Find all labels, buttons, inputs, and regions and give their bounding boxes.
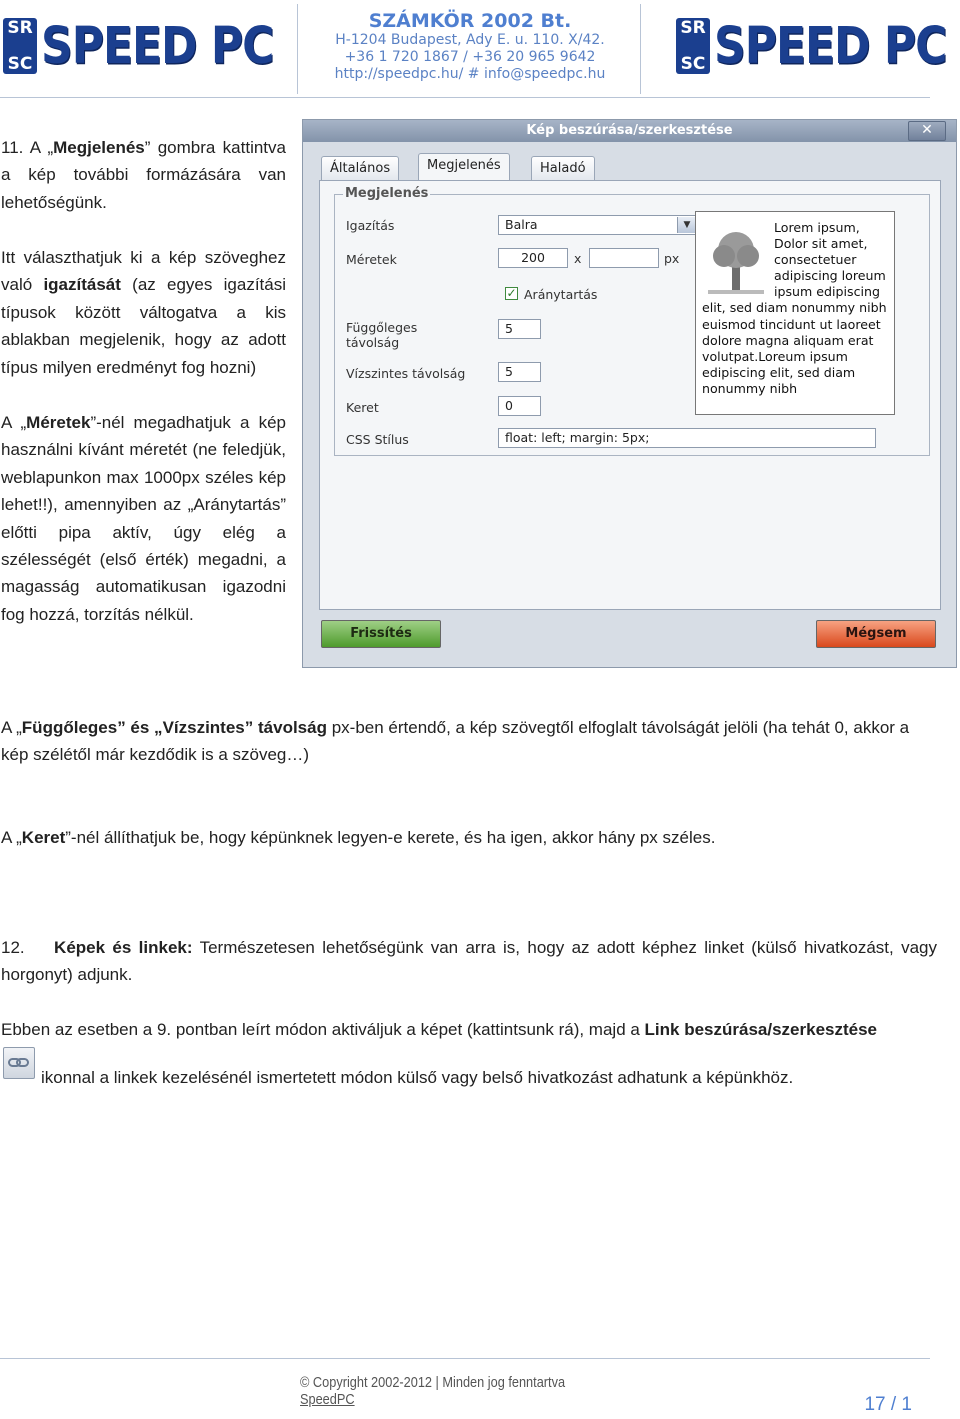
chain-link-icon bbox=[4, 1048, 34, 1078]
company-name: SZÁMKÖR 2002 Bt. bbox=[368, 10, 572, 32]
size-unit: px bbox=[664, 251, 680, 266]
spacing-paragraph: A „Függőleges” és „Vízszintes” távolság px-ben értendő, a kép szövegtől elfoglalt távolságát jelöli (ha tehát 0, akkor a kép szélétől már kezdődik is a szöveg…) bbox=[1, 718, 910, 765]
logo-word: SPEED PC bbox=[714, 16, 947, 76]
tab-general[interactable]: Általános bbox=[321, 156, 399, 180]
size-separator: x bbox=[574, 251, 582, 266]
company-phone: +36 1 720 1867 / +36 20 965 9642 bbox=[344, 49, 596, 65]
activate-paragraph-cont: ikonnal a linkek kezelésénél ismertetett módon külső vagy belső hivatkozást adhatunk a képünkhöz. bbox=[41, 1068, 794, 1087]
size-label: Méretek bbox=[346, 252, 397, 267]
footer-copyright: © Copyright 2002-2012 | Minden jog fenntartva SpeedPC bbox=[300, 1374, 566, 1408]
header-divider bbox=[640, 4, 641, 94]
logo-right bbox=[676, 16, 946, 76]
dialog-title: Kép beszúrása/szerkesztése bbox=[526, 123, 733, 138]
keep-ratio-label: Aránytartás bbox=[524, 287, 598, 302]
align-preview bbox=[695, 211, 895, 415]
section11-align-text: Itt választhatjuk ki a kép szöveghez való igazítását (az egyes igazítási típusok között váltogatva a kis ablakban megjelenik, hogy az adott típus milyen eredményt fog hozni) bbox=[1, 248, 286, 377]
logo-mark: SR SC bbox=[3, 18, 37, 74]
border-label: Keret bbox=[346, 400, 379, 415]
keep-ratio-checkbox[interactable]: ✓ bbox=[506, 286, 517, 300]
company-web[interactable]: http://speedpc.hu/ # info@speedpc.hu bbox=[334, 66, 606, 82]
vspace-input[interactable]: 5 bbox=[498, 319, 541, 339]
border-input[interactable]: 0 bbox=[498, 396, 541, 416]
width-input[interactable]: 200 bbox=[498, 248, 568, 268]
tree-icon bbox=[704, 226, 768, 296]
align-select[interactable]: Balra ▼ bbox=[498, 215, 698, 235]
cancel-button[interactable]: Mégsem bbox=[816, 620, 936, 648]
border-paragraph: A „Keret”-nél állíthatjuk be, hogy képünknek legyen-e kerete, és ha igen, akkor hány px széles. bbox=[1, 828, 716, 847]
link-insert-icon bbox=[3, 1047, 35, 1079]
hspace-label: Vízszintes távolság bbox=[346, 366, 466, 381]
css-label: CSS Stílus bbox=[346, 432, 409, 447]
footer-rule bbox=[0, 1358, 930, 1359]
vspace-label: Függőleges távolság bbox=[346, 320, 418, 350]
company-info bbox=[300, 10, 640, 83]
preview-text: Lorem ipsum, Dolor sit amet, consectetuer adipiscing loreum ipsum edipiscing elit, sed diam nonummy nibh euismod tincidunt ut laoreet dolore magna aliquam erat volutpat.Loreum ipsum edipiscing elit, sed diam nonummy nibh bbox=[702, 220, 887, 396]
chevron-down-icon[interactable]: ▼ bbox=[677, 217, 696, 233]
header-divider bbox=[297, 4, 298, 94]
dialog-title-bar bbox=[303, 120, 956, 142]
close-icon[interactable]: ✕ bbox=[908, 121, 946, 141]
page-number: 17 / 1 bbox=[864, 1394, 912, 1415]
tab-appearance[interactable]: Megjelenés bbox=[418, 153, 510, 181]
image-dialog bbox=[302, 119, 957, 668]
logo-left bbox=[3, 16, 273, 76]
fieldset-legend: Megjelenés bbox=[345, 186, 429, 201]
section11-size-text: A „Méretek”-nél megadhatjuk a kép használni kívánt méretét (ne feledjük, weblapunkon max 1000px széles kép lehet!!), amennyiben az „Aránytartás” előtti pipa aktív, úgy elég a szélességét (első érték) megadni, a magasság automatikusan igazodni fog hozzá, torzítás nélkül. bbox=[1, 413, 286, 624]
update-button[interactable]: Frissítés bbox=[321, 620, 441, 648]
section12-paragraph: 12. Képek és linkek: Természetesen lehetőségünk van arra is, hogy az adott képhez linket (külső hivatkozást, vagy horgonyt) adjunk. bbox=[1, 938, 937, 985]
footer-link[interactable]: SpeedPC bbox=[300, 1391, 355, 1408]
hspace-input[interactable]: 5 bbox=[498, 362, 541, 382]
company-address: H-1204 Budapest, Ady E. u. 110. X/42. bbox=[335, 32, 605, 48]
tab-advanced[interactable]: Haladó bbox=[531, 156, 595, 180]
activate-paragraph: Ebben az esetben a 9. pontban leírt módon aktiváljuk a képet (kattintsunk rá), majd a Link beszúrása/szerkesztése bbox=[1, 1020, 878, 1039]
align-label: Igazítás bbox=[346, 218, 395, 233]
section11-intro: 11. A „Megjelenés” gombra kattintva a kép további formázására van lehetőségünk. bbox=[1, 138, 286, 212]
height-input[interactable] bbox=[589, 248, 659, 268]
logo-word: SPEED PC bbox=[41, 16, 274, 76]
header-rule bbox=[0, 97, 930, 98]
logo-mark: SR SC bbox=[676, 18, 710, 74]
css-input[interactable]: float: left; margin: 5px; bbox=[498, 428, 876, 448]
